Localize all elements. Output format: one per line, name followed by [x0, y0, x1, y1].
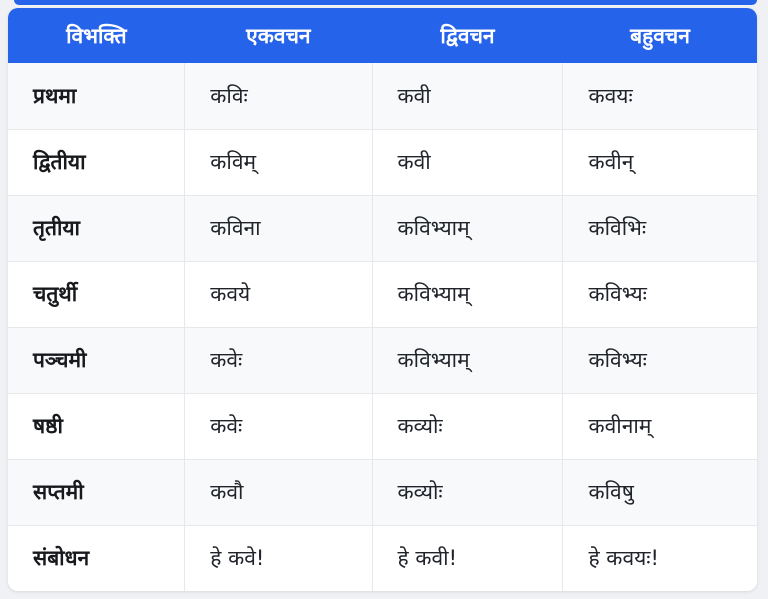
declension-table-card	[8, 8, 757, 591]
table-cell: कवेः	[185, 327, 372, 393]
column-header-bahuvachana: बहुवचन	[563, 8, 757, 63]
table-row	[8, 129, 757, 195]
table-header-row	[8, 8, 757, 63]
table-row	[8, 525, 757, 591]
row-label-cell: तृतीया	[8, 195, 185, 261]
table-cell: कवौ	[185, 459, 372, 525]
row-label-cell: चतुर्थी	[8, 261, 185, 327]
table-cell: कविभ्यः	[563, 261, 757, 327]
table-cell: कवीनाम्	[563, 393, 757, 459]
table-cell: कवी	[372, 129, 563, 195]
table-row	[8, 327, 757, 393]
column-header-dvivachana: द्विवचन	[372, 8, 563, 63]
table-cell: कविषु	[563, 459, 757, 525]
table-cell: कविः	[185, 63, 372, 129]
column-header-ekavachana: एकवचन	[185, 8, 372, 63]
table-cell: कविम्	[185, 129, 372, 195]
row-label-cell: संबोधन	[8, 525, 185, 591]
row-label-cell: पञ्चमी	[8, 327, 185, 393]
clipped-blue-element-above	[14, 0, 757, 5]
column-header-vibhakti: विभक्ति	[8, 8, 185, 63]
table-row	[8, 393, 757, 459]
row-label-cell: षष्ठी	[8, 393, 185, 459]
table-row	[8, 459, 757, 525]
table-cell: कविना	[185, 195, 372, 261]
table-cell: कविभ्याम्	[372, 261, 563, 327]
table-cell: कव्योः	[372, 393, 563, 459]
table-row	[8, 195, 757, 261]
table-cell: कविभ्याम्	[372, 327, 563, 393]
table-cell: कवी	[372, 63, 563, 129]
row-label-cell: द्वितीया	[8, 129, 185, 195]
table-cell: कव्योः	[372, 459, 563, 525]
table-cell: कवये	[185, 261, 372, 327]
row-label-cell: प्रथमा	[8, 63, 185, 129]
table-row	[8, 63, 757, 129]
table-row	[8, 261, 757, 327]
table-cell: कवीन्	[563, 129, 757, 195]
row-label-cell: सप्तमी	[8, 459, 185, 525]
table-cell: हे कवयः!	[563, 525, 757, 591]
table-cell: कविभिः	[563, 195, 757, 261]
table-cell: कवयः	[563, 63, 757, 129]
table-cell: कविभ्याम्	[372, 195, 563, 261]
table-cell: कवेः	[185, 393, 372, 459]
table-cell: हे कवी!	[372, 525, 563, 591]
table-cell: हे कवे!	[185, 525, 372, 591]
declension-table	[8, 8, 757, 591]
table-cell: कविभ्यः	[563, 327, 757, 393]
